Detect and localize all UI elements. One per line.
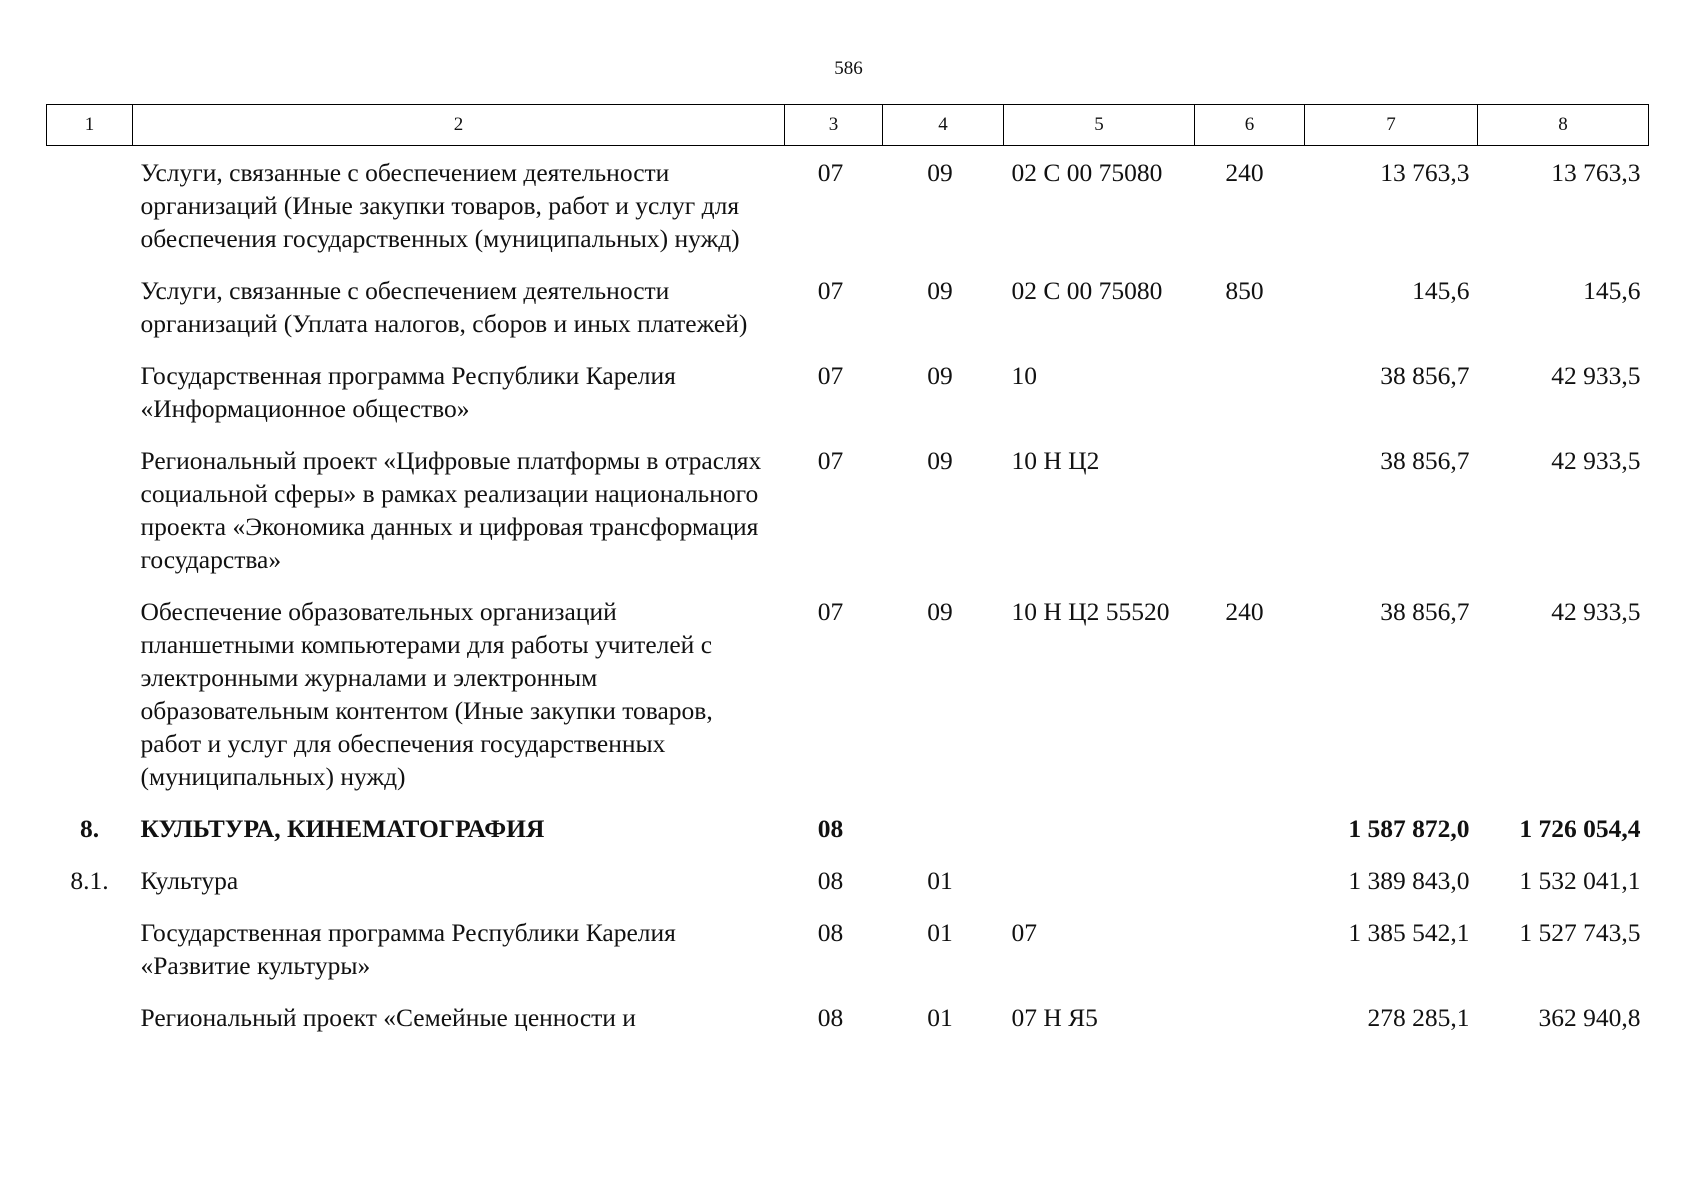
expense-name: КУЛЬТУРА, КИНЕМАТОГРАФИЯ xyxy=(140,814,545,843)
amount-year-2: 145,6 xyxy=(1583,276,1641,305)
expense-type-code xyxy=(1195,802,1305,854)
header-cell-1: 1 xyxy=(47,105,133,146)
expense-type-code xyxy=(1195,906,1305,991)
target-article-code: 10 xyxy=(1011,361,1037,390)
header-row xyxy=(47,105,1649,146)
expense-type-code xyxy=(1195,854,1305,906)
table-header xyxy=(47,105,1649,146)
row-number xyxy=(47,349,133,434)
row-number xyxy=(47,906,133,991)
amount-year-1: 278 285,1 xyxy=(1367,1003,1470,1032)
row-number xyxy=(47,585,133,802)
subsection-code: 09 xyxy=(927,446,953,475)
table-row xyxy=(47,991,1649,1043)
amount-year-1: 1 385 542,1 xyxy=(1348,918,1470,947)
section-code: 08 xyxy=(817,918,844,947)
section-code: 07 xyxy=(817,158,844,187)
table-row xyxy=(47,264,1649,349)
amount-year-1: 145,6 xyxy=(1412,276,1470,305)
expense-name: Региональный проект «Цифровые платформы в отраслях социальной сферы» в рамках реализации национального проекта «Экономика данных и цифровая трансформация государства» xyxy=(140,446,762,574)
amount-year-2: 362 940,8 xyxy=(1538,1003,1641,1032)
section-code: 07 xyxy=(817,361,844,390)
row-number xyxy=(47,434,133,585)
expense-type-code: 850 xyxy=(1225,276,1264,305)
expense-type-code: 240 xyxy=(1225,158,1264,187)
row-number xyxy=(47,146,133,265)
row-number xyxy=(47,264,133,349)
expense-name: Услуги, связанные с обеспечением деятельности организаций (Иные закупки товаров, работ и услуг для обеспечения государственных (муниципальных) нужд) xyxy=(140,158,740,253)
amount-year-1: 38 856,7 xyxy=(1380,597,1470,626)
header-cell-2: 2 xyxy=(133,105,785,146)
amount-year-2: 13 763,3 xyxy=(1551,158,1641,187)
expense-name: Государственная программа Республики Карелия «Информационное общество» xyxy=(140,361,676,423)
subsection-code: 09 xyxy=(927,158,953,187)
expense-type-code xyxy=(1195,434,1305,585)
header-cell-5: 5 xyxy=(1004,105,1195,146)
amount-year-1: 13 763,3 xyxy=(1380,158,1470,187)
section-code: 08 xyxy=(817,814,844,843)
table-row xyxy=(47,906,1649,991)
amount-year-1: 1 587 872,0 xyxy=(1348,814,1470,843)
target-article-code: 10 Н Ц2 xyxy=(1011,446,1100,475)
subsection-code: 01 xyxy=(927,918,953,947)
table-row xyxy=(47,349,1649,434)
subsection-code: 09 xyxy=(927,597,953,626)
row-number: 8.1. xyxy=(70,866,109,895)
amount-year-2: 42 933,5 xyxy=(1551,446,1641,475)
section-code: 07 xyxy=(817,276,844,305)
target-article-code xyxy=(1004,802,1195,854)
target-article-code: 07 xyxy=(1011,918,1037,947)
subsection-code: 01 xyxy=(927,1003,953,1032)
target-article-code: 10 Н Ц2 55520 xyxy=(1011,597,1170,626)
table-row xyxy=(47,146,1649,265)
target-article-code: 02 С 00 75080 xyxy=(1011,158,1163,187)
subsection-code: 01 xyxy=(927,866,953,895)
table-row xyxy=(47,802,1649,854)
table-row xyxy=(47,434,1649,585)
table-row xyxy=(47,585,1649,802)
budget-table xyxy=(46,104,1649,1043)
row-number xyxy=(47,991,133,1043)
expense-name: Услуги, связанные с обеспечением деятельности организаций (Уплата налогов, сборов и иных платежей) xyxy=(140,276,748,338)
expense-name: Региональный проект «Семейные ценности и xyxy=(140,1003,636,1032)
amount-year-1: 1 389 843,0 xyxy=(1348,866,1470,895)
target-article-code xyxy=(1004,854,1195,906)
expense-name: Культура xyxy=(140,866,239,895)
amount-year-1: 38 856,7 xyxy=(1380,361,1470,390)
expense-name: Государственная программа Республики Карелия «Развитие культуры» xyxy=(140,918,676,980)
subsection-code xyxy=(883,802,1004,854)
subsection-code: 09 xyxy=(927,276,953,305)
header-cell-4: 4 xyxy=(883,105,1004,146)
target-article-code: 02 С 00 75080 xyxy=(1011,276,1163,305)
target-article-code: 07 Н Я5 xyxy=(1011,1003,1098,1032)
expense-type-code xyxy=(1195,991,1305,1043)
expense-name: Обеспечение образовательных организаций планшетными компьютерами для работы учителей с электронными журналами и электронным образовательным контентом (Иные закупки товаров, работ и услуг для обеспечения государственных (муниципальных) нужд) xyxy=(140,597,713,791)
table-row xyxy=(47,854,1649,906)
expense-type-code xyxy=(1195,349,1305,434)
subsection-code: 09 xyxy=(927,361,953,390)
header-cell-8: 8 xyxy=(1478,105,1649,146)
amount-year-2: 1 726 054,4 xyxy=(1519,814,1641,843)
header-cell-7: 7 xyxy=(1305,105,1478,146)
section-code: 08 xyxy=(817,866,844,895)
amount-year-2: 1 532 041,1 xyxy=(1519,866,1641,895)
expense-type-code: 240 xyxy=(1225,597,1264,626)
header-cell-6: 6 xyxy=(1195,105,1305,146)
section-code: 08 xyxy=(817,1003,844,1032)
header-cell-3: 3 xyxy=(785,105,883,146)
section-code: 07 xyxy=(817,597,844,626)
table-body xyxy=(47,146,1649,1044)
amount-year-2: 42 933,5 xyxy=(1551,597,1641,626)
row-number: 8. xyxy=(79,814,100,843)
amount-year-2: 1 527 743,5 xyxy=(1519,918,1641,947)
amount-year-2: 42 933,5 xyxy=(1551,361,1641,390)
page-number: 586 xyxy=(834,58,863,79)
section-code: 07 xyxy=(817,446,844,475)
amount-year-1: 38 856,7 xyxy=(1380,446,1470,475)
